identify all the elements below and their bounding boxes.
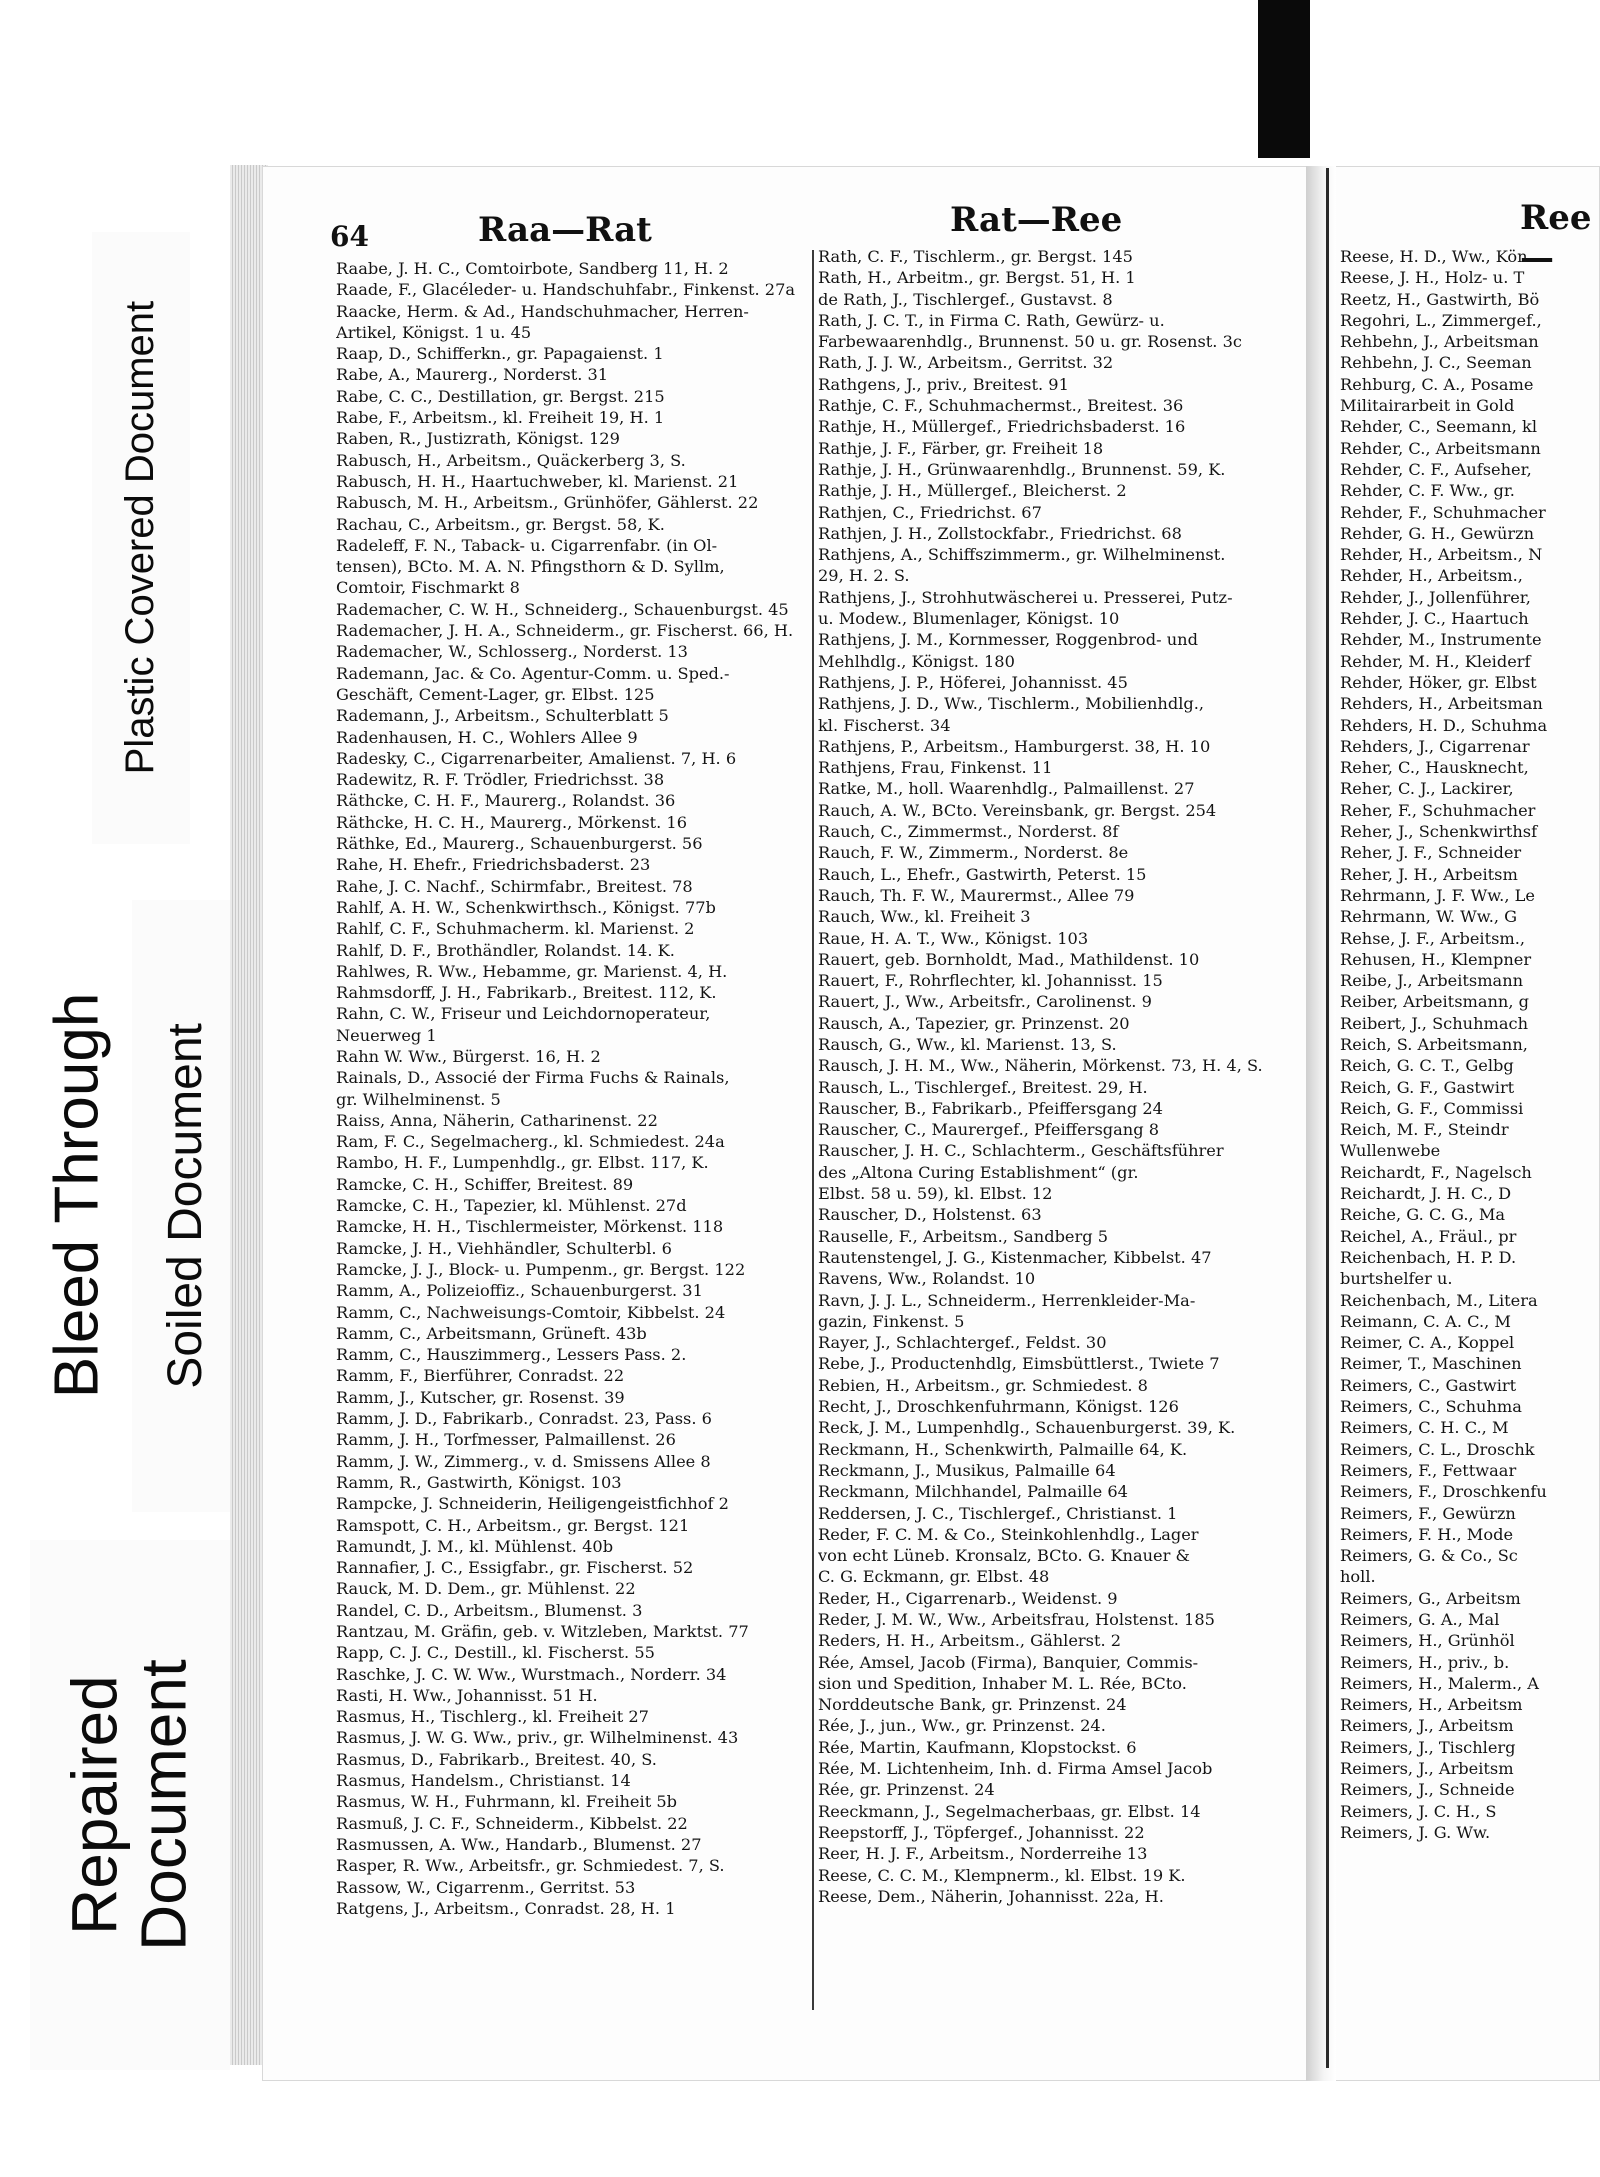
label-bleed-through <box>30 895 126 1495</box>
directory-entry: Ramm, J. W., Zimmerg., v. d. Smissens Allee 8 <box>336 1451 711 1471</box>
directory-entry: Rathjens, J. P., Höferei, Johannisst. 45 <box>818 672 1128 692</box>
directory-entry: Reibert, J., Schuhmach <box>1340 1013 1529 1033</box>
label-soiled-document <box>132 900 240 1512</box>
directory-entry: Rehders, H. D., Schuhma <box>1340 715 1548 735</box>
directory-entry: Neuerweg 1 <box>336 1025 437 1045</box>
directory-entry: Rampcke, J. Schneiderin, Heiligengeistfichhof 2 <box>336 1494 729 1514</box>
left-column <box>336 258 806 1919</box>
directory-entry: Rabe, A., Maurerg., Norderst. 31 <box>336 365 609 385</box>
directory-entry: Radesky, C., Cigarrenarbeiter, Amalienst. 7, H. 6 <box>336 748 737 768</box>
directory-entry: Raue, H. A. T., Ww., Königst. 103 <box>818 928 1089 948</box>
directory-entry: Rasmus, Handelsm., Christianst. 14 <box>336 1771 631 1791</box>
directory-entry: Geschäft, Cement-Lager, gr. Elbst. 125 <box>336 684 655 704</box>
directory-entry: Rehbehn, J., Arbeitsman <box>1340 332 1539 352</box>
directory-entry: Ramm, J. H., Torfmesser, Palmaillenst. 26 <box>336 1430 676 1450</box>
directory-entry: Reichardt, F., Nagelsch <box>1340 1162 1532 1182</box>
directory-entry: Rath, H., Arbeitm., gr. Bergst. 51, H. 1 <box>818 268 1136 288</box>
directory-entry: Reese, Dem., Näherin, Johannisst. 22a, H. <box>818 1886 1164 1906</box>
directory-entry: Räthcke, H. C. H., Maurerg., Mörkenst. 16 <box>336 812 688 832</box>
directory-entry: Reders, H. H., Arbeitsm., Gählerst. 2 <box>818 1631 1122 1651</box>
gutter-line <box>1326 168 1329 2068</box>
directory-entry: Reckmann, H., Schenkwirth, Palmaille 64, K. <box>818 1439 1188 1459</box>
directory-entry: Reetz, H., Gastwirth, Bö <box>1340 289 1540 309</box>
directory-entry: Rautenstengel, J. G., Kistenmacher, Kibbelst. 47 <box>818 1247 1212 1267</box>
directory-entry: Reimers, C. H. C., M <box>1340 1418 1509 1438</box>
directory-entry: Reepstorff, J., Töpfergef., Johannisst. 22 <box>818 1822 1145 1842</box>
directory-entry: Rabe, F., Arbeitsm., kl. Freiheit 19, H. 1 <box>336 408 665 428</box>
directory-entry: Reese, J. H., Holz- u. T <box>1340 268 1525 288</box>
directory-entry: Ramm, J. D., Fabrikarb., Conradst. 23, Pass. 6 <box>336 1409 712 1429</box>
directory-entry: Rauscher, D., Holstenst. 63 <box>818 1205 1042 1225</box>
directory-entry: Raacke, Herm. & Ad., Handschuhmacher, Herren- <box>336 301 749 321</box>
directory-entry: Reher, J. H., Arbeitsm <box>1340 864 1518 884</box>
directory-entry: Rabusch, M. H., Arbeitsm., Grünhöfer, Gählerst. 22 <box>336 493 759 513</box>
directory-entry: Reher, J. F., Schneider <box>1340 843 1522 863</box>
directory-entry: Rebien, H., Arbeitsm., gr. Schmiedest. 8 <box>818 1375 1148 1395</box>
directory-entry: Rademann, J., Arbeitsm., Schulterblatt 5 <box>336 706 669 726</box>
directory-entry: Rahlf, C. F., Schuhmacherm. kl. Marienst. 2 <box>336 919 695 939</box>
directory-entry: Reese, C. C. M., Klempnerm., kl. Elbst. 19 K. <box>818 1865 1186 1885</box>
directory-entry: Artikel, Königst. 1 u. 45 <box>336 322 532 342</box>
directory-entry: Rausch, L., Tischlergef., Breitest. 29, H. <box>818 1077 1148 1097</box>
right-column <box>1340 246 1600 1843</box>
directory-entry: Rehrmann, J. F. Ww., Le <box>1340 885 1535 905</box>
directory-entry: Rauch, C., Zimmermst., Norderst. 8f <box>818 822 1119 842</box>
directory-entry: Rebe, J., Productenhdlg, Eimsbüttlerst., Twiete 7 <box>818 1354 1220 1374</box>
directory-entry: Rathjens, J. M., Kornmesser, Roggenbrod- und <box>818 630 1198 650</box>
directory-entry: Rabusch, H., Arbeitsm., Quäckerberg 3, S. <box>336 450 686 470</box>
directory-entry: Reher, C. J., Lackirer, <box>1340 779 1514 799</box>
directory-entry: Rathjens, J. D., Ww., Tischlerm., Mobilienhdlg., <box>818 694 1205 714</box>
directory-entry: Ramspott, C. H., Arbeitsm., gr. Bergst. 121 <box>336 1515 690 1535</box>
directory-entry: Rée, J., jun., Ww., gr. Prinzenst. 24. <box>818 1716 1106 1736</box>
directory-entry: Reckmann, J., Musikus, Palmaille 64 <box>818 1460 1116 1480</box>
directory-entry: Rath, J. C. T., in Firma C. Rath, Gewürz- u. <box>818 310 1165 330</box>
directory-entry: Reimers, F., Fettwaar <box>1340 1460 1517 1480</box>
directory-entry: Ramcke, J. H., Viehhändler, Schulterbl. 6 <box>336 1238 672 1258</box>
directory-entry: Rademacher, J. H. A., Schneiderm., gr. Fischerst. 66, H. <box>336 621 794 641</box>
directory-entry: Reese, H. D., Ww., Kön <box>1340 247 1528 266</box>
directory-entry: Rehbehn, J. C., Seeman <box>1340 353 1532 373</box>
directory-entry: Ram, F. C., Segelmacherg., kl. Schmiedest. 24a <box>336 1132 725 1152</box>
directory-entry: Rahe, H. Ehefr., Friedrichsbaderst. 23 <box>336 855 651 875</box>
directory-entry: Regohri, L., Zimmergef., <box>1340 310 1542 330</box>
directory-entry: Rachau, C., Arbeitsm., gr. Bergst. 58, K. <box>336 514 665 534</box>
directory-entry: Reimers, J., Tischlerg <box>1340 1737 1516 1757</box>
directory-entry: Rahlf, D. F., Brothändler, Rolandst. 14. K. <box>336 940 675 960</box>
directory-entry: Raap, D., Schifferkn., gr. Papagaienst. 1 <box>336 344 664 364</box>
directory-entry: Randel, C. D., Arbeitsm., Blumenst. 3 <box>336 1600 643 1620</box>
directory-entry: Raabe, J. H. C., Comtoirbote, Sandberg 11, H. 2 <box>336 259 729 278</box>
directory-entry: Reimers, F., Droschkenfu <box>1340 1482 1547 1502</box>
directory-entry: Rasmus, J. W. G. Ww., priv., gr. Wilhelminenst. 43 <box>336 1728 739 1748</box>
directory-entry: Reimer, C. A., Koppel <box>1340 1333 1515 1353</box>
directory-entry: gazin, Finkenst. 5 <box>818 1311 965 1331</box>
directory-entry: Reimers, J. G. Ww. <box>1340 1822 1491 1842</box>
directory-entry: Reimers, J., Schneide <box>1340 1780 1515 1800</box>
directory-entry: Ramm, J., Kutscher, gr. Rosenst. 39 <box>336 1387 625 1407</box>
directory-entry: Rauch, Th. F. W., Maurermst., Allee 79 <box>818 885 1135 905</box>
directory-entry: Reher, F., Schuhmacher <box>1340 800 1536 820</box>
directory-entry: Ramm, A., Polizeioffiz., Schauenburgerst. 31 <box>336 1281 703 1301</box>
directory-entry: Raschke, J. C. W. Ww., Wurstmach., Norderr. 34 <box>336 1664 727 1684</box>
right-header: Ree— <box>1520 198 1592 278</box>
directory-entry: Farbewaarenhdlg., Brunnenst. 50 u. gr. Rosenst. 3c <box>818 332 1242 352</box>
directory-entry: Mehlhdlg., Königst. 180 <box>818 651 1015 671</box>
directory-entry: Reimers, H., priv., b. <box>1340 1652 1510 1672</box>
directory-entry: Rasmussen, A. Ww., Handarb., Blumenst. 27 <box>336 1834 702 1854</box>
directory-entry: Reich, G. C. T., Gelbg <box>1340 1056 1514 1076</box>
directory-entry: Ravn, J. J. L., Schneiderm., Herrenkleider-Ma- <box>818 1290 1196 1310</box>
directory-entry: Radeleff, F. N., Taback- u. Cigarrenfabr. (in Ol- <box>336 535 718 555</box>
directory-entry: Reimers, C., Gastwirt <box>1340 1375 1517 1395</box>
directory-entry: Reich, G. F., Gastwirt <box>1340 1077 1515 1097</box>
directory-entry: Rahe, J. C. Nachf., Schirmfabr., Breitest. 78 <box>336 876 693 896</box>
directory-entry: Reimann, C. A. C., M <box>1340 1311 1511 1331</box>
directory-entry: tensen), BCto. M. A. N. Pfingsthorn & D. Syllm, <box>336 557 725 577</box>
directory-entry: Reckmann, Milchhandel, Palmaille 64 <box>818 1482 1128 1502</box>
directory-entry: Reer, H. J. F., Arbeitsm., Norderreihe 13 <box>818 1844 1148 1864</box>
directory-entry: Rauch, A. W., BCto. Vereinsbank, gr. Bergst. 254 <box>818 800 1217 820</box>
directory-entry: Rathje, J. H., Grünwaarenhdlg., Brunnenst. 59, K. <box>818 459 1226 479</box>
directory-entry: Rasti, H. Ww., Johannisst. 51 H. <box>336 1685 598 1705</box>
directory-entry: Rasper, R. Ww., Arbeitsfr., gr. Schmiedest. 7, S. <box>336 1856 725 1876</box>
directory-entry: Reher, J., Schenkwirthsf <box>1340 822 1538 842</box>
directory-entry: Rehder, F., Schuhmacher <box>1340 502 1546 522</box>
directory-entry: Reiber, Arbeitsmann, g <box>1340 992 1530 1012</box>
directory-entry: Rapp, C. J. C., Destill., kl. Fischerst. 55 <box>336 1643 655 1663</box>
directory-entry: Reichel, A., Fräul., pr <box>1340 1226 1517 1246</box>
directory-entry: 29, H. 2. S. <box>818 566 910 586</box>
directory-entry: Rauselle, F., Arbeitsm., Sandberg 5 <box>818 1226 1109 1246</box>
directory-entry: Rauscher, C., Maurergef., Pfeiffersgang 8 <box>818 1120 1160 1140</box>
directory-entry: Recht, J., Droschkenfuhrmann, Königst. 126 <box>818 1397 1179 1417</box>
directory-entry: Reimers, G. A., Mal <box>1340 1610 1500 1629</box>
directory-entry: Rath, C. F., Tischlerm., gr. Bergst. 145 <box>818 247 1133 266</box>
directory-entry: Reimers, H., Grünhöl <box>1340 1631 1515 1651</box>
directory-entry: Reichenbach, H. P. D. <box>1340 1247 1517 1267</box>
directory-entry: Rehder, M., Instrumente <box>1340 630 1542 650</box>
directory-entry: Rehder, Höker, gr. Elbst <box>1340 672 1537 692</box>
directory-entry: Ramcke, H. H., Tischlermeister, Mörkenst. 118 <box>336 1217 724 1237</box>
directory-entry: Rademann, Jac. & Co. Agentur-Comm. u. Sped.- <box>336 663 730 683</box>
directory-entry: Reck, J. M., Lumpenhdlg., Schauenburgerst. 39, K. <box>818 1418 1236 1438</box>
directory-entry: sion und Spedition, Inhaber M. L. Rée, BCto. <box>818 1673 1187 1693</box>
directory-entry: Raben, R., Justizrath, Königst. 129 <box>336 429 620 449</box>
directory-entry: Rauert, J., Ww., Arbeitsfr., Carolinenst. 9 <box>818 992 1152 1012</box>
directory-entry: C. G. Eckmann, gr. Elbst. 48 <box>818 1567 1050 1587</box>
directory-entry: Rathjens, J., Strohhutwäscherei u. Presserei, Putz- <box>818 587 1233 607</box>
directory-entry: Rauert, geb. Bornholdt, Mad., Mathildenst. 10 <box>818 949 1200 969</box>
directory-entry: Radenhausen, H. C., Wohlers Allee 9 <box>336 727 638 747</box>
directory-entry: Rademacher, C. W. H., Schneiderg., Schauenburgst. 45 <box>336 599 789 619</box>
directory-entry: Norddeutsche Bank, gr. Prinzenst. 24 <box>818 1695 1127 1715</box>
directory-entry: Rauch, F. W., Zimmerm., Norderst. 8e <box>818 843 1129 863</box>
directory-entry: Rasmus, D., Fabrikarb., Breitest. 40, S. <box>336 1749 657 1769</box>
directory-entry: Ramm, C., Nachweisungs-Comtoir, Kibbelst. 24 <box>336 1302 726 1322</box>
directory-entry: Raade, F., Glacéleder- u. Handschuhfabr., Finkenst. 27a <box>336 280 796 300</box>
directory-entry: Reimers, J., Arbeitsm <box>1340 1716 1514 1736</box>
directory-entry: Rehburg, C. A., Posame <box>1340 374 1534 394</box>
directory-entry: Rehder, C., Arbeitsmann <box>1340 438 1541 458</box>
directory-entry: de Rath, J., Tischlergef., Gustavst. 8 <box>818 289 1113 309</box>
directory-entry: Rehders, H., Arbeitsman <box>1340 694 1543 714</box>
directory-entry: Rée, gr. Prinzenst. 24 <box>818 1780 995 1800</box>
directory-entry: Rehder, M. H., Kleiderf <box>1340 651 1531 671</box>
directory-entry: Rathje, H., Müllergef., Friedrichsbaderst. 16 <box>818 417 1186 437</box>
directory-entry: Reimers, C. L., Droschk <box>1340 1439 1535 1459</box>
directory-entry: Ramm, R., Gastwirth, Königst. 103 <box>336 1472 622 1492</box>
directory-entry: Reimer, T., Maschinen <box>1340 1354 1522 1374</box>
directory-entry: Rehder, C. F. Ww., gr. <box>1340 481 1515 501</box>
directory-entry: Rauch, Ww., kl. Freiheit 3 <box>818 907 1031 927</box>
directory-entry: Rainals, D., Associé der Firma Fuchs & Rainals, <box>336 1068 730 1088</box>
directory-entry: Reiche, G. C. G., Ma <box>1340 1205 1506 1225</box>
directory-entry: Rasmuß, J. C. F., Schneiderm., Kibbelst. 22 <box>336 1813 688 1833</box>
directory-entry: Rée, M. Lichtenheim, Inh. d. Firma Amsel Jacob <box>818 1759 1213 1779</box>
directory-entry: Comtoir, Fischmarkt 8 <box>336 578 520 598</box>
directory-entry: Ramcke, C. H., Schiffer, Breitest. 89 <box>336 1174 634 1194</box>
directory-entry: Raiss, Anna, Näherin, Catharinenst. 22 <box>336 1110 658 1130</box>
directory-entry: Militairarbeit in Gold <box>1340 396 1515 416</box>
middle-column <box>818 246 1300 1907</box>
directory-entry: Rée, Martin, Kaufmann, Klopstockst. 6 <box>818 1737 1137 1757</box>
directory-entry: Rahlf, A. H. W., Schenkwirthsch., Königst. 77b <box>336 897 716 917</box>
column-divider <box>812 250 814 2010</box>
directory-entry: Rehders, J., Cigarrenar <box>1340 736 1530 756</box>
label-repaired-document-text: Repaired Document <box>58 1659 200 1951</box>
directory-entry: Rathgens, J., priv., Breitest. 91 <box>818 374 1069 394</box>
label-plastic-covered-text: Plastic Covered Document <box>118 301 163 775</box>
directory-entry: Rathje, J. F., Färber, gr. Freiheit 18 <box>818 438 1104 458</box>
directory-entry: Rassow, W., Cigarrenm., Gerritst. 53 <box>336 1877 636 1897</box>
directory-entry: Reibe, J., Arbeitsmann <box>1340 971 1524 991</box>
directory-entry: Reimers, G. & Co., Sc <box>1340 1546 1518 1566</box>
directory-entry: Räthcke, C. H. F., Maurerg., Rolandst. 36 <box>336 791 676 811</box>
directory-entry: Reimers, G., Arbeitsm <box>1340 1588 1521 1608</box>
directory-entry: kl. Fischerst. 34 <box>818 715 951 735</box>
directory-entry: Rathje, C. F., Schuhmachermst., Breitest. 36 <box>818 396 1184 416</box>
directory-entry: Rauch, L., Ehefr., Gastwirth, Peterst. 15 <box>818 864 1147 884</box>
directory-entry: Rasmus, H., Tischlerg., kl. Freiheit 27 <box>336 1707 649 1727</box>
directory-entry: Rée, Amsel, Jacob (Firma), Banquier, Commis- <box>818 1652 1199 1672</box>
directory-entry: Reddersen, J. C., Tischlergef., Christianst. 1 <box>818 1503 1178 1523</box>
directory-entry: Reher, C., Hausknecht, <box>1340 758 1529 778</box>
directory-entry: Rath, J. J. W., Arbeitsm., Gerritst. 32 <box>818 353 1114 373</box>
directory-entry: Ratgens, J., Arbeitsm., Conradst. 28, H. 1 <box>336 1898 676 1918</box>
directory-entry: Rathjens, Frau, Finkenst. 11 <box>818 758 1053 778</box>
directory-entry: Rantzau, M. Gräfin, geb. v. Witzleben, Marktst. 77 <box>336 1622 749 1641</box>
directory-entry: Wullenwebe <box>1340 1141 1441 1161</box>
directory-entry: Rahlwes, R. Ww., Hebamme, gr. Marienst. 4, H. <box>336 961 728 981</box>
directory-entry: Reich, S. Arbeitsmann, <box>1340 1034 1528 1054</box>
directory-entry: Rayer, J., Schlachtergef., Feldst. 30 <box>818 1333 1107 1353</box>
directory-entry: Rademacher, W., Schlosserg., Norderst. 13 <box>336 642 688 662</box>
directory-entry: Rambo, H. F., Lumpenhdlg., gr. Elbst. 117, K. <box>336 1153 709 1173</box>
directory-entry: Ramcke, C. H., Tapezier, kl. Mühlenst. 27d <box>336 1196 687 1216</box>
left-header: Raa—Rat <box>478 210 652 250</box>
directory-entry: Rabe, C. C., Destillation, gr. Bergst. 215 <box>336 386 665 406</box>
directory-entry: Rehder, H., Arbeitsm., <box>1340 566 1523 586</box>
book-spine <box>1306 166 1336 2081</box>
directory-entry: Rahn, C. W., Friseur und Leichdornoperateur, <box>336 1004 711 1024</box>
directory-entry: Rehder, J., Jollenführer, <box>1340 587 1531 607</box>
directory-entry: holl. <box>1340 1567 1376 1587</box>
directory-entry: Rausch, G., Ww., kl. Marienst. 13, S. <box>818 1034 1117 1054</box>
directory-entry: u. Modew., Blumenlager, Königst. 10 <box>818 609 1120 629</box>
directory-entry: Reimers, H., Malerm., A <box>1340 1673 1539 1693</box>
directory-entry: Ramundt, J. M., kl. Mühlenst. 40b <box>336 1536 614 1556</box>
directory-entry: Rathjen, C., Friedrichst. 67 <box>818 502 1042 522</box>
directory-entry: Rathjens, A., Schiffszimmerm., gr. Wilhelminenst. <box>818 545 1226 565</box>
directory-entry: Reich, G. F., Commissi <box>1340 1098 1524 1118</box>
directory-entry: Ravens, Ww., Rolandst. 10 <box>818 1269 1036 1289</box>
directory-entry: Rathje, J. H., Müllergef., Bleicherst. 2 <box>818 481 1127 501</box>
directory-entry: Rannafier, J. C., Essigfabr., gr. Fischerst. 52 <box>336 1558 694 1578</box>
label-soiled-document-text: Soiled Document <box>159 1023 213 1389</box>
directory-entry: Reimers, J. C. H., S <box>1340 1801 1497 1821</box>
directory-entry: Rauscher, B., Fabrikarb., Pfeiffersgang 24 <box>818 1098 1163 1118</box>
directory-entry: Rehusen, H., Klempner <box>1340 949 1532 969</box>
directory-entry: Reichenbach, M., Litera <box>1340 1290 1538 1310</box>
directory-entry: Rahmsdorff, J. H., Fabrikarb., Breitest. 112, K. <box>336 983 717 1003</box>
directory-entry: Rahn W. Ww., Bürgerst. 16, H. 2 <box>336 1046 601 1066</box>
directory-entry: Rehder, H., Arbeitsm., N <box>1340 545 1543 565</box>
directory-entry: des „Altona Curing Establishment“ (gr. <box>818 1162 1139 1182</box>
directory-entry: Reichardt, J. H. C., D <box>1340 1184 1512 1204</box>
directory-entry: burtshelfer u. <box>1340 1269 1453 1289</box>
directory-entry: Rauert, F., Rohrflechter, kl. Johannisst. 15 <box>818 971 1163 991</box>
scanner-black-strip <box>1258 0 1310 158</box>
directory-entry: Reich, M. F., Steindr <box>1340 1120 1509 1140</box>
directory-entry: von echt Lüneb. Kronsalz, BCto. G. Knauer & <box>818 1546 1190 1566</box>
directory-entry: Rauck, M. D. Dem., gr. Mühlenst. 22 <box>336 1579 636 1599</box>
directory-entry: Radewitz, R. F. Trödler, Friedrichsst. 38 <box>336 770 665 790</box>
directory-entry: Reimers, F., Gewürzn <box>1340 1503 1516 1523</box>
directory-entry: Reimers, J., Arbeitsm <box>1340 1759 1514 1779</box>
directory-entry: Rehrmann, W. Ww., G <box>1340 907 1518 927</box>
directory-entry: Rehder, C. F., Aufseher, <box>1340 459 1532 479</box>
label-plastic-covered <box>92 232 190 844</box>
directory-entry: Ramm, F., Bierführer, Conradst. 22 <box>336 1366 625 1386</box>
directory-entry: Ratke, M., holl. Waarenhdlg., Palmaillenst. 27 <box>818 779 1195 799</box>
directory-entry: Rausch, A., Tapezier, gr. Prinzenst. 20 <box>818 1013 1130 1033</box>
directory-entry: gr. Wilhelminenst. 5 <box>336 1089 501 1109</box>
directory-entry: Räthke, Ed., Maurerg., Schauenburgerst. 56 <box>336 834 703 854</box>
directory-entry: Reder, J. M. W., Ww., Arbeitsfrau, Holstenst. 185 <box>818 1610 1215 1629</box>
directory-entry: Elbst. 58 u. 59), kl. Elbst. 12 <box>818 1184 1053 1204</box>
mid-header: Rat—Ree <box>950 200 1123 240</box>
directory-entry: Rathjens, P., Arbeitsm., Hamburgerst. 38, H. 10 <box>818 736 1211 756</box>
label-repaired-document <box>30 1540 230 2070</box>
directory-entry: Rauscher, J. H. C., Schlachterm., Geschäftsführer <box>818 1141 1224 1161</box>
directory-entry: Reder, F. C. M. & Co., Steinkohlenhdlg., Lager <box>818 1524 1199 1544</box>
page-number: 64 <box>330 220 369 253</box>
directory-entry: Ramm, C., Arbeitsmann, Grüneft. 43b <box>336 1323 647 1343</box>
directory-entry: Rehder, J. C., Haartuch <box>1340 609 1529 629</box>
directory-entry: Rehder, C., Seemann, kl <box>1340 417 1538 437</box>
directory-entry: Rehse, J. F., Arbeitsm., <box>1340 928 1526 948</box>
directory-entry: Reimers, C., Schuhma <box>1340 1397 1522 1417</box>
directory-entry: Rausch, J. H. M., Ww., Näherin, Mörkenst. 73, H. 4, S. <box>818 1056 1263 1076</box>
directory-entry: Rehder, G. H., Gewürzn <box>1340 523 1535 543</box>
directory-entry: Reder, H., Cigarrenarb., Weidenst. 9 <box>818 1588 1118 1608</box>
directory-entry: Reimers, H., Arbeitsm <box>1340 1695 1523 1715</box>
directory-entry: Reimers, F. H., Mode <box>1340 1524 1514 1544</box>
directory-entry: Rathjen, J. H., Zollstockfabr., Friedrichst. 68 <box>818 523 1182 543</box>
label-bleed-through-text: Bleed Through <box>42 992 112 1398</box>
directory-entry: Rasmus, W. H., Fuhrmann, kl. Freiheit 5b <box>336 1792 678 1812</box>
directory-entry: Reeckmann, J., Segelmacherbaas, gr. Elbst. 14 <box>818 1801 1201 1821</box>
directory-entry: Rabusch, H. H., Haartuchweber, kl. Marienst. 21 <box>336 471 739 491</box>
directory-entry: Ramm, C., Hauszimmerg., Lessers Pass. 2. <box>336 1345 687 1365</box>
directory-entry: Ramcke, J. J., Block- u. Pumpenm., gr. Bergst. 122 <box>336 1259 746 1279</box>
